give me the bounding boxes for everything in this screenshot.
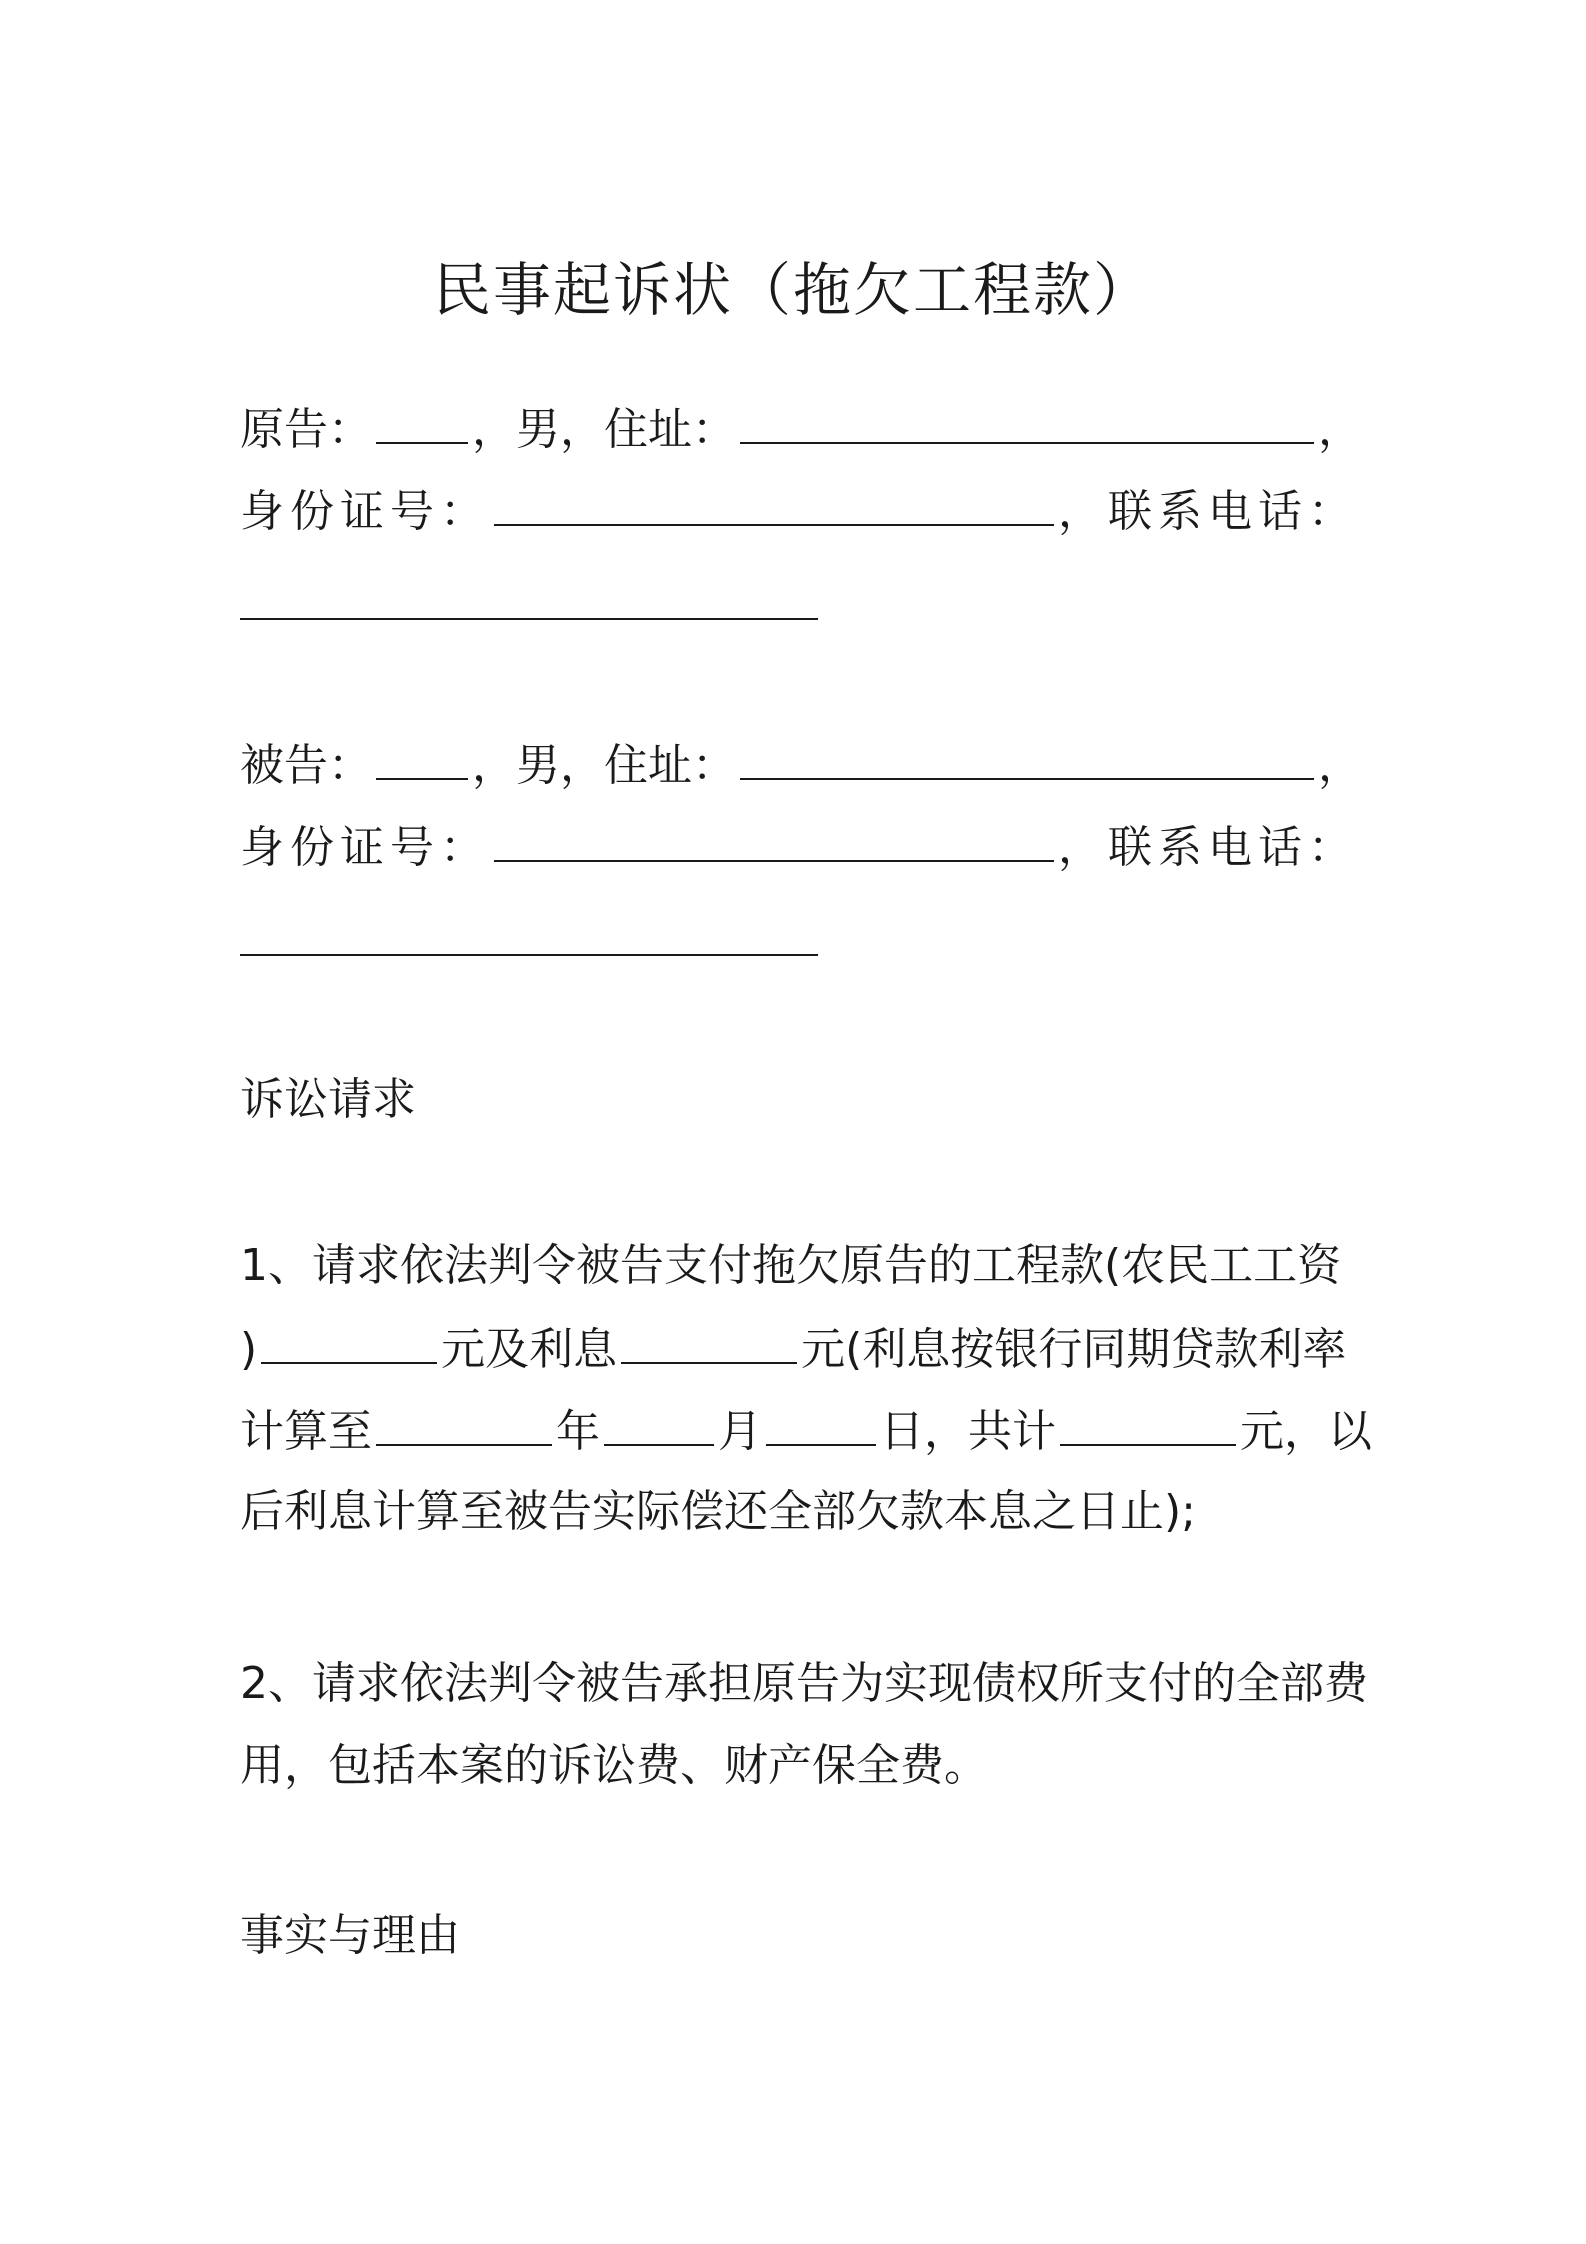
defendant-address-blank[interactable] [740, 734, 1314, 780]
claim1-total-blank[interactable] [1060, 1400, 1236, 1446]
plaintiff-address-blank[interactable] [740, 398, 1314, 444]
claim1-line-3 [240, 1400, 1372, 1462]
claim1-yuan-label: 元，以 [1240, 1406, 1372, 1457]
plaintiff-line-end: ， [1318, 404, 1362, 455]
plaintiff-id-blank[interactable] [494, 480, 1054, 526]
claim1-total-label: 日，共计 [880, 1406, 1056, 1457]
plaintiff-line-2 [240, 480, 1358, 542]
defendant-name-blank[interactable] [376, 734, 468, 780]
claim1-month-blank[interactable] [604, 1400, 714, 1446]
defendant-line-1 [240, 734, 1362, 796]
claim1-paren: ) [240, 1324, 258, 1375]
claim2-line-2: 用，包括本案的诉讼费、财产保全费。 [240, 1740, 988, 1791]
claim2-line-1: 2、请求依法判令被告承担原告为实现债权所支付的全部费 [240, 1658, 1368, 1709]
claim1-day-blank[interactable] [766, 1400, 876, 1446]
plaintiff-label: 原告： [240, 404, 372, 455]
defendant-gender-address-label: ，男，住址： [472, 740, 736, 791]
defendant-phone-label: ，联系电话： [1058, 822, 1358, 873]
claim1-line-2 [240, 1318, 1350, 1380]
plaintiff-id-label: 身份证号： [240, 486, 490, 537]
defendant-line-end: ， [1318, 740, 1362, 791]
claim1-year-label: 年 [556, 1406, 600, 1457]
plaintiff-line-1 [240, 398, 1362, 460]
defendant-id-label: 身份证号： [240, 822, 490, 873]
defendant-line-2 [240, 816, 1358, 878]
plaintiff-phone-blank[interactable] [240, 618, 818, 620]
claim1-interest-label: 元及利息 [441, 1324, 618, 1375]
facts-heading: 事实与理由 [240, 1910, 460, 1961]
defendant-id-blank[interactable] [494, 816, 1054, 862]
claim1-line-4: 后利息计算至被告实际偿还全部欠款本息之日止); [240, 1486, 1196, 1537]
claim1-month-label: 月 [718, 1406, 762, 1457]
claim1-rate-text: 元(利息按银行同期贷款利率 [801, 1324, 1347, 1375]
claim1-year-blank[interactable] [376, 1400, 552, 1446]
claim1-line-1: 1、请求依法判令被告支付拖欠原告的工程款(农民工工资 [240, 1240, 1342, 1291]
plaintiff-name-blank[interactable] [376, 398, 468, 444]
defendant-phone-blank[interactable] [240, 954, 818, 956]
claim1-calc-label: 计算至 [240, 1406, 372, 1457]
plaintiff-gender-address-label: ，男，住址： [472, 404, 736, 455]
claim1-interest-blank[interactable] [621, 1318, 797, 1364]
document-title: 民事起诉状（拖欠工程款） [432, 256, 1153, 324]
plaintiff-phone-label: ，联系电话： [1058, 486, 1358, 537]
claims-heading: 诉讼请求 [240, 1074, 416, 1125]
claim1-amount-blank[interactable] [261, 1318, 437, 1364]
defendant-label: 被告： [240, 740, 372, 791]
